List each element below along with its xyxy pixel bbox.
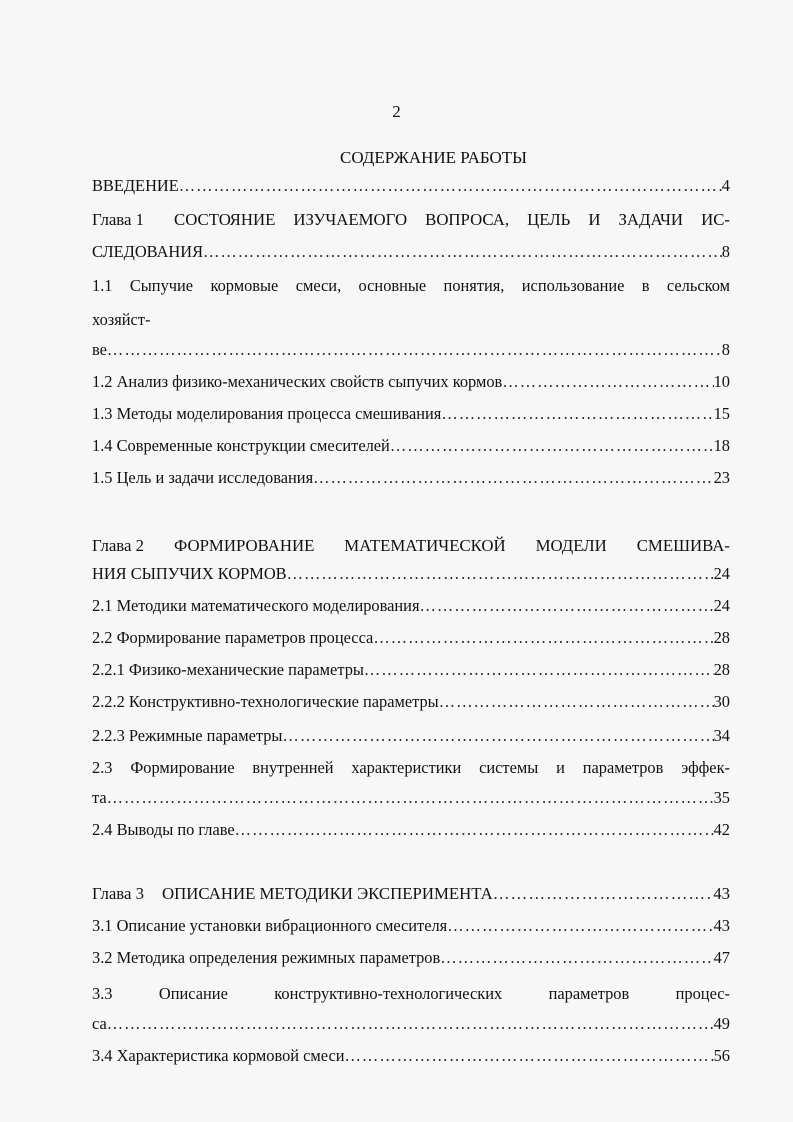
toc-leader bbox=[282, 726, 713, 746]
toc-leader bbox=[203, 242, 722, 262]
toc-entry-page: 56 bbox=[713, 1046, 730, 1065]
toc-entry-text: 2.2.3 Режимные параметры bbox=[92, 726, 283, 745]
toc-entry-page: 43 bbox=[713, 884, 730, 903]
chapter-label: Глава 2 bbox=[92, 536, 144, 555]
toc-entry-page: 15 bbox=[713, 404, 730, 423]
toc-entry-page: 8 bbox=[721, 242, 730, 261]
chapter-1-heading bbox=[92, 210, 730, 230]
toc-entry-page: 18 bbox=[713, 436, 730, 455]
chapter-3-heading bbox=[92, 884, 730, 918]
chapter-title-cont: СЛЕДОВАНИЯ bbox=[92, 242, 204, 261]
toc-leader bbox=[373, 628, 713, 648]
toc-entry-text: 1.3 Методы моделирования процесса смешивания bbox=[92, 404, 442, 423]
toc-entry-2-2-1 bbox=[92, 660, 730, 694]
toc-entry-page: 24 bbox=[713, 596, 730, 615]
toc-entry-text: ВВЕДЕНИЕ bbox=[92, 176, 179, 195]
toc-leader bbox=[493, 884, 713, 904]
toc-entry-page: 49 bbox=[713, 1014, 730, 1033]
toc-entry-1-1-cont: хозяйст- bbox=[92, 310, 151, 329]
toc-leader bbox=[313, 468, 713, 488]
toc-leader bbox=[287, 564, 714, 584]
toc-entry-page: 23 bbox=[713, 468, 730, 487]
toc-leader bbox=[107, 1014, 714, 1034]
toc-entry-page: 4 bbox=[721, 176, 730, 195]
toc-entry-intro bbox=[92, 176, 730, 210]
chapter-2-heading bbox=[92, 536, 730, 556]
toc-entry-3-1 bbox=[92, 916, 730, 950]
toc-entry-1-1-end bbox=[92, 340, 730, 374]
page-number: 2 bbox=[392, 102, 401, 121]
toc-entry-page: 30 bbox=[713, 692, 730, 711]
toc-leader bbox=[179, 176, 722, 196]
toc-entry-text: 3.2 Методика определения режимных параметров bbox=[92, 948, 441, 967]
toc-leader bbox=[390, 436, 714, 456]
toc-entry-text: 2.2.2 Конструктивно-технологические параметры bbox=[92, 692, 439, 711]
toc-entry-page: 28 bbox=[713, 628, 730, 647]
toc-leader bbox=[107, 788, 714, 808]
toc-entry-2-2-2 bbox=[92, 692, 730, 726]
toc-entry-1-3 bbox=[92, 404, 730, 438]
toc-leader bbox=[502, 372, 713, 392]
toc-entry-text: 2.2 Формирование параметров процесса bbox=[92, 628, 374, 647]
toc-leader bbox=[235, 820, 714, 840]
toc-entry-text: 2.4 Выводы по главе bbox=[92, 820, 235, 839]
toc-leader bbox=[107, 340, 722, 360]
toc-entry-text: 3.4 Характеристика кормовой смеси bbox=[92, 1046, 345, 1065]
toc-entry-2-3: 2.3 Формирование внутренней характеристики системы и параметров эффек- bbox=[92, 758, 730, 777]
toc-entry-text: 1.4 Современные конструкции смесителей bbox=[92, 436, 390, 455]
toc-entry-1-4 bbox=[92, 436, 730, 470]
toc-entry-text: 3.1 Описание установки вибрационного смесителя bbox=[92, 916, 448, 935]
toc-entry-3-4 bbox=[92, 1046, 730, 1080]
toc-entry-text: 2.1 Методики математического моделирования bbox=[92, 596, 420, 615]
toc-entry-2-2-3 bbox=[92, 726, 730, 760]
chapter-label: Глава 1 bbox=[92, 210, 144, 229]
toc-entry-page: 43 bbox=[713, 916, 730, 935]
toc-entry-page: 10 bbox=[713, 372, 730, 391]
toc-leader bbox=[345, 1046, 714, 1066]
toc-entry-2-2 bbox=[92, 628, 730, 662]
toc-entry-1-1: 1.1 Сыпучие кормовые смеси, основные понятия, использование в сельском bbox=[92, 276, 730, 295]
toc-leader bbox=[441, 404, 713, 424]
chapter-title-cont: НИЯ СЫПУЧИХ КОРМОВ bbox=[92, 564, 287, 583]
toc-entry-3-3-end bbox=[92, 1014, 730, 1048]
toc-entry-3-2 bbox=[92, 948, 730, 982]
toc-entry-text: са bbox=[92, 1014, 107, 1033]
toc-entry-text: ве bbox=[92, 340, 107, 359]
toc-title: СОДЕРЖАНИЕ РАБОТЫ bbox=[340, 148, 527, 167]
chapter-title: ОПИСАНИЕ МЕТОДИКИ ЭКСПЕРИМЕНТА bbox=[162, 884, 493, 903]
toc-entry-text: 1.5 Цель и задачи исследования bbox=[92, 468, 314, 487]
toc-leader bbox=[420, 596, 714, 616]
toc-entry-page: 47 bbox=[713, 948, 730, 967]
toc-entry-page: 28 bbox=[713, 660, 730, 679]
chapter-title: ФОРМИРОВАНИЕ МАТЕМАТИЧЕСКОЙ МОДЕЛИ СМЕШИВА- bbox=[174, 536, 730, 555]
toc-entry-text: та bbox=[92, 788, 107, 807]
chapter-title: СОСТОЯНИЕ ИЗУЧАЕМОГО ВОПРОСА, ЦЕЛЬ И ЗАДАЧИ ИС- bbox=[174, 210, 730, 229]
toc-entry-page: 24 bbox=[713, 564, 730, 583]
toc-entry-2-3-end bbox=[92, 788, 730, 822]
toc-entry-page: 8 bbox=[721, 340, 730, 359]
toc-leader bbox=[440, 948, 713, 968]
toc-leader bbox=[439, 692, 714, 712]
toc-leader bbox=[447, 916, 713, 936]
toc-entry-page: 42 bbox=[713, 820, 730, 839]
toc-entry-3-3: 3.3 Описание конструктивно-технологических параметров процес- bbox=[92, 984, 730, 1003]
toc-entry-1-5 bbox=[92, 468, 730, 502]
toc-entry-2-4 bbox=[92, 820, 730, 854]
toc-entry-page: 35 bbox=[713, 788, 730, 807]
chapter-1-heading-cont bbox=[92, 242, 730, 276]
chapter-label: Глава 3 bbox=[92, 884, 144, 903]
toc-entry-text: 2.2.1 Физико-механические параметры bbox=[92, 660, 364, 679]
toc-entry-1-2 bbox=[92, 372, 730, 406]
toc-entry-page: 34 bbox=[713, 726, 730, 745]
toc-entry-text: 1.2 Анализ физико-механических свойств сыпучих кормов bbox=[92, 372, 503, 391]
chapter-2-heading-cont bbox=[92, 564, 730, 598]
toc-entry-2-1 bbox=[92, 596, 730, 630]
toc-leader bbox=[364, 660, 714, 680]
